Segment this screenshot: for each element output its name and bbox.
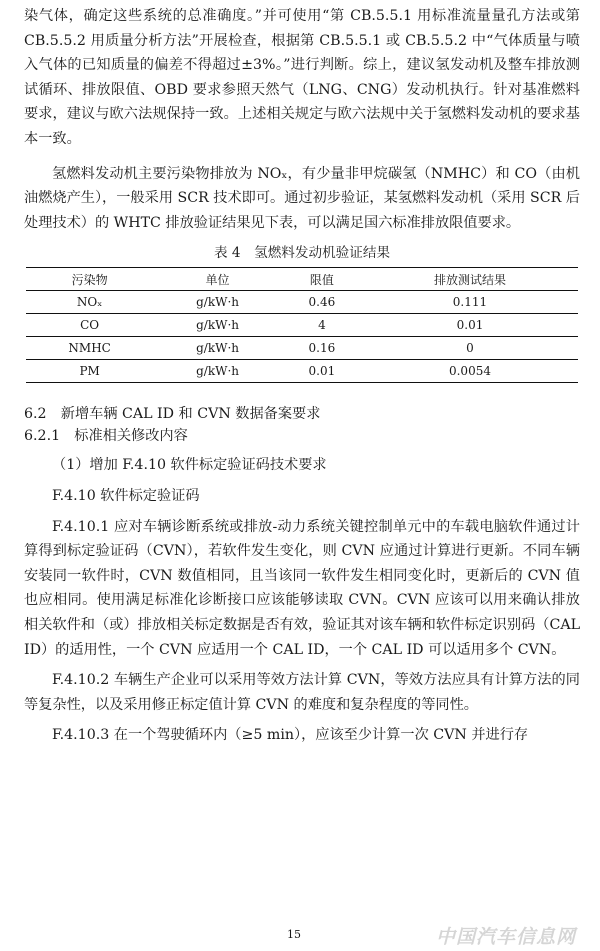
cell-limit: 0.16	[308, 341, 336, 356]
paragraph-hydrogen-emissions: 氢燃料发动机主要污染物排放为 NOₓ，有少量非甲烷碳氢（NMHC）和 CO（由机油燃烧产生），一般采用 SCR 技术即可。通过初步验证，某氢燃料发动机（采用 SCR 后处理技术）的 WHTC 排放验证结果见下表，可以满足国六标准排放限值要求。	[24, 165, 580, 231]
cell-pollutant: CO	[80, 318, 100, 333]
table-row	[26, 337, 578, 360]
cell-unit: g/kW·h	[196, 341, 239, 356]
section-heading-6-2: 6.2 新增车辆 CAL ID 和 CVN 数据备案要求	[24, 406, 321, 423]
section-heading-6-2-1: 6.2.1 标准相关修改内容	[24, 428, 188, 445]
table-caption: 表 4 氢燃料发动机验证结果	[213, 245, 391, 262]
header-limit: 限值	[309, 272, 334, 287]
clause-title-f-4-10: F.4.10 软件标定验证码	[52, 487, 200, 504]
clause-f-4-10-1: F.4.10.1 应对车辆诊断系统或排放-动力系统关键控制单元中的车载电脑软件通过计算得到标定验证码（CVN），若软件发生变化，则 CVN 应通过计算进行更新。不同车辆安装同一软件时，CVN 数值相同，且当该同一软件发生相同变化时，更新后的 CVN 值也应相同。使用满足标准化诊断接口应该能够读取 CVN。CVN 应该可以用来确认排放相关软件和（或）排放相关标定数据是否有效，验证其对该车辆和软件标定识别码（CAL ID）的适用性，一个 CVN 应适用一个 CAL ID，一个 CAL ID 可以适用多个 CVN。	[24, 518, 580, 658]
cell-unit: g/kW·h	[196, 364, 239, 379]
cell-pollutant: PM	[79, 364, 100, 379]
table-row	[26, 360, 578, 383]
cell-limit: 4	[318, 318, 326, 333]
cell-pollutant: NOₓ	[76, 295, 103, 310]
table-header-row	[26, 268, 578, 291]
header-unit: 单位	[205, 272, 230, 287]
cell-unit: g/kW·h	[196, 318, 239, 333]
header-result: 排放测试结果	[433, 272, 506, 287]
cell-limit: 0.01	[308, 364, 336, 379]
clause-f-4-10-2: F.4.10.2 车辆生产企业可以采用等效方法计算 CVN，等效方法应具有计算方法的同等复杂性，以及采用修正标定值计算 CVN 的难度和复杂程度的等同性。	[24, 672, 580, 713]
paragraph-emission-standards: 染气体，确定这些系统的总准确度。”并可使用“第 CB.5.5.1 用标准流量量孔方法或第 CB.5.5.2 用质量分析方法”开展检查，根据第 CB.5.5.1 或 CB.5.5.2 中“气体质量与喷入气体的已知质量的偏差不得超过±3%。”进行判断。综上，建议氢发动机及整车排放测试循环、排放限值、OBD 要求参照天然气（LNG、CNG）发动机执行。针对基准燃料要求，建议与欧六法规保持一致。上述相关规定与欧六法规中关于氢燃料发动机的要求基本一致。	[24, 8, 580, 147]
clause-f-4-10-3: F.4.10.3 在一个驾驶循环内（≥5 min），应该至少计算一次 CVN 并进行存	[52, 727, 529, 744]
cell-pollutant: NMHC	[68, 341, 111, 356]
page-number: 15	[287, 928, 301, 941]
site-watermark: 中国汽车信息网	[436, 926, 577, 948]
table-row	[26, 291, 578, 314]
header-pollutant: 污染物	[71, 272, 108, 287]
cell-result: 0	[466, 341, 474, 356]
cell-result: 0.01	[456, 318, 484, 333]
cell-result: 0.111	[452, 295, 488, 310]
document-page	[24, 4, 580, 748]
cell-result: 0.0054	[448, 364, 491, 379]
list-item: （1）增加 F.4.10 软件标定验证码技术要求	[52, 457, 327, 474]
cell-unit: g/kW·h	[196, 295, 239, 310]
cell-limit: 0.46	[308, 295, 336, 310]
table-row	[26, 314, 578, 337]
verification-results-table	[26, 267, 578, 383]
